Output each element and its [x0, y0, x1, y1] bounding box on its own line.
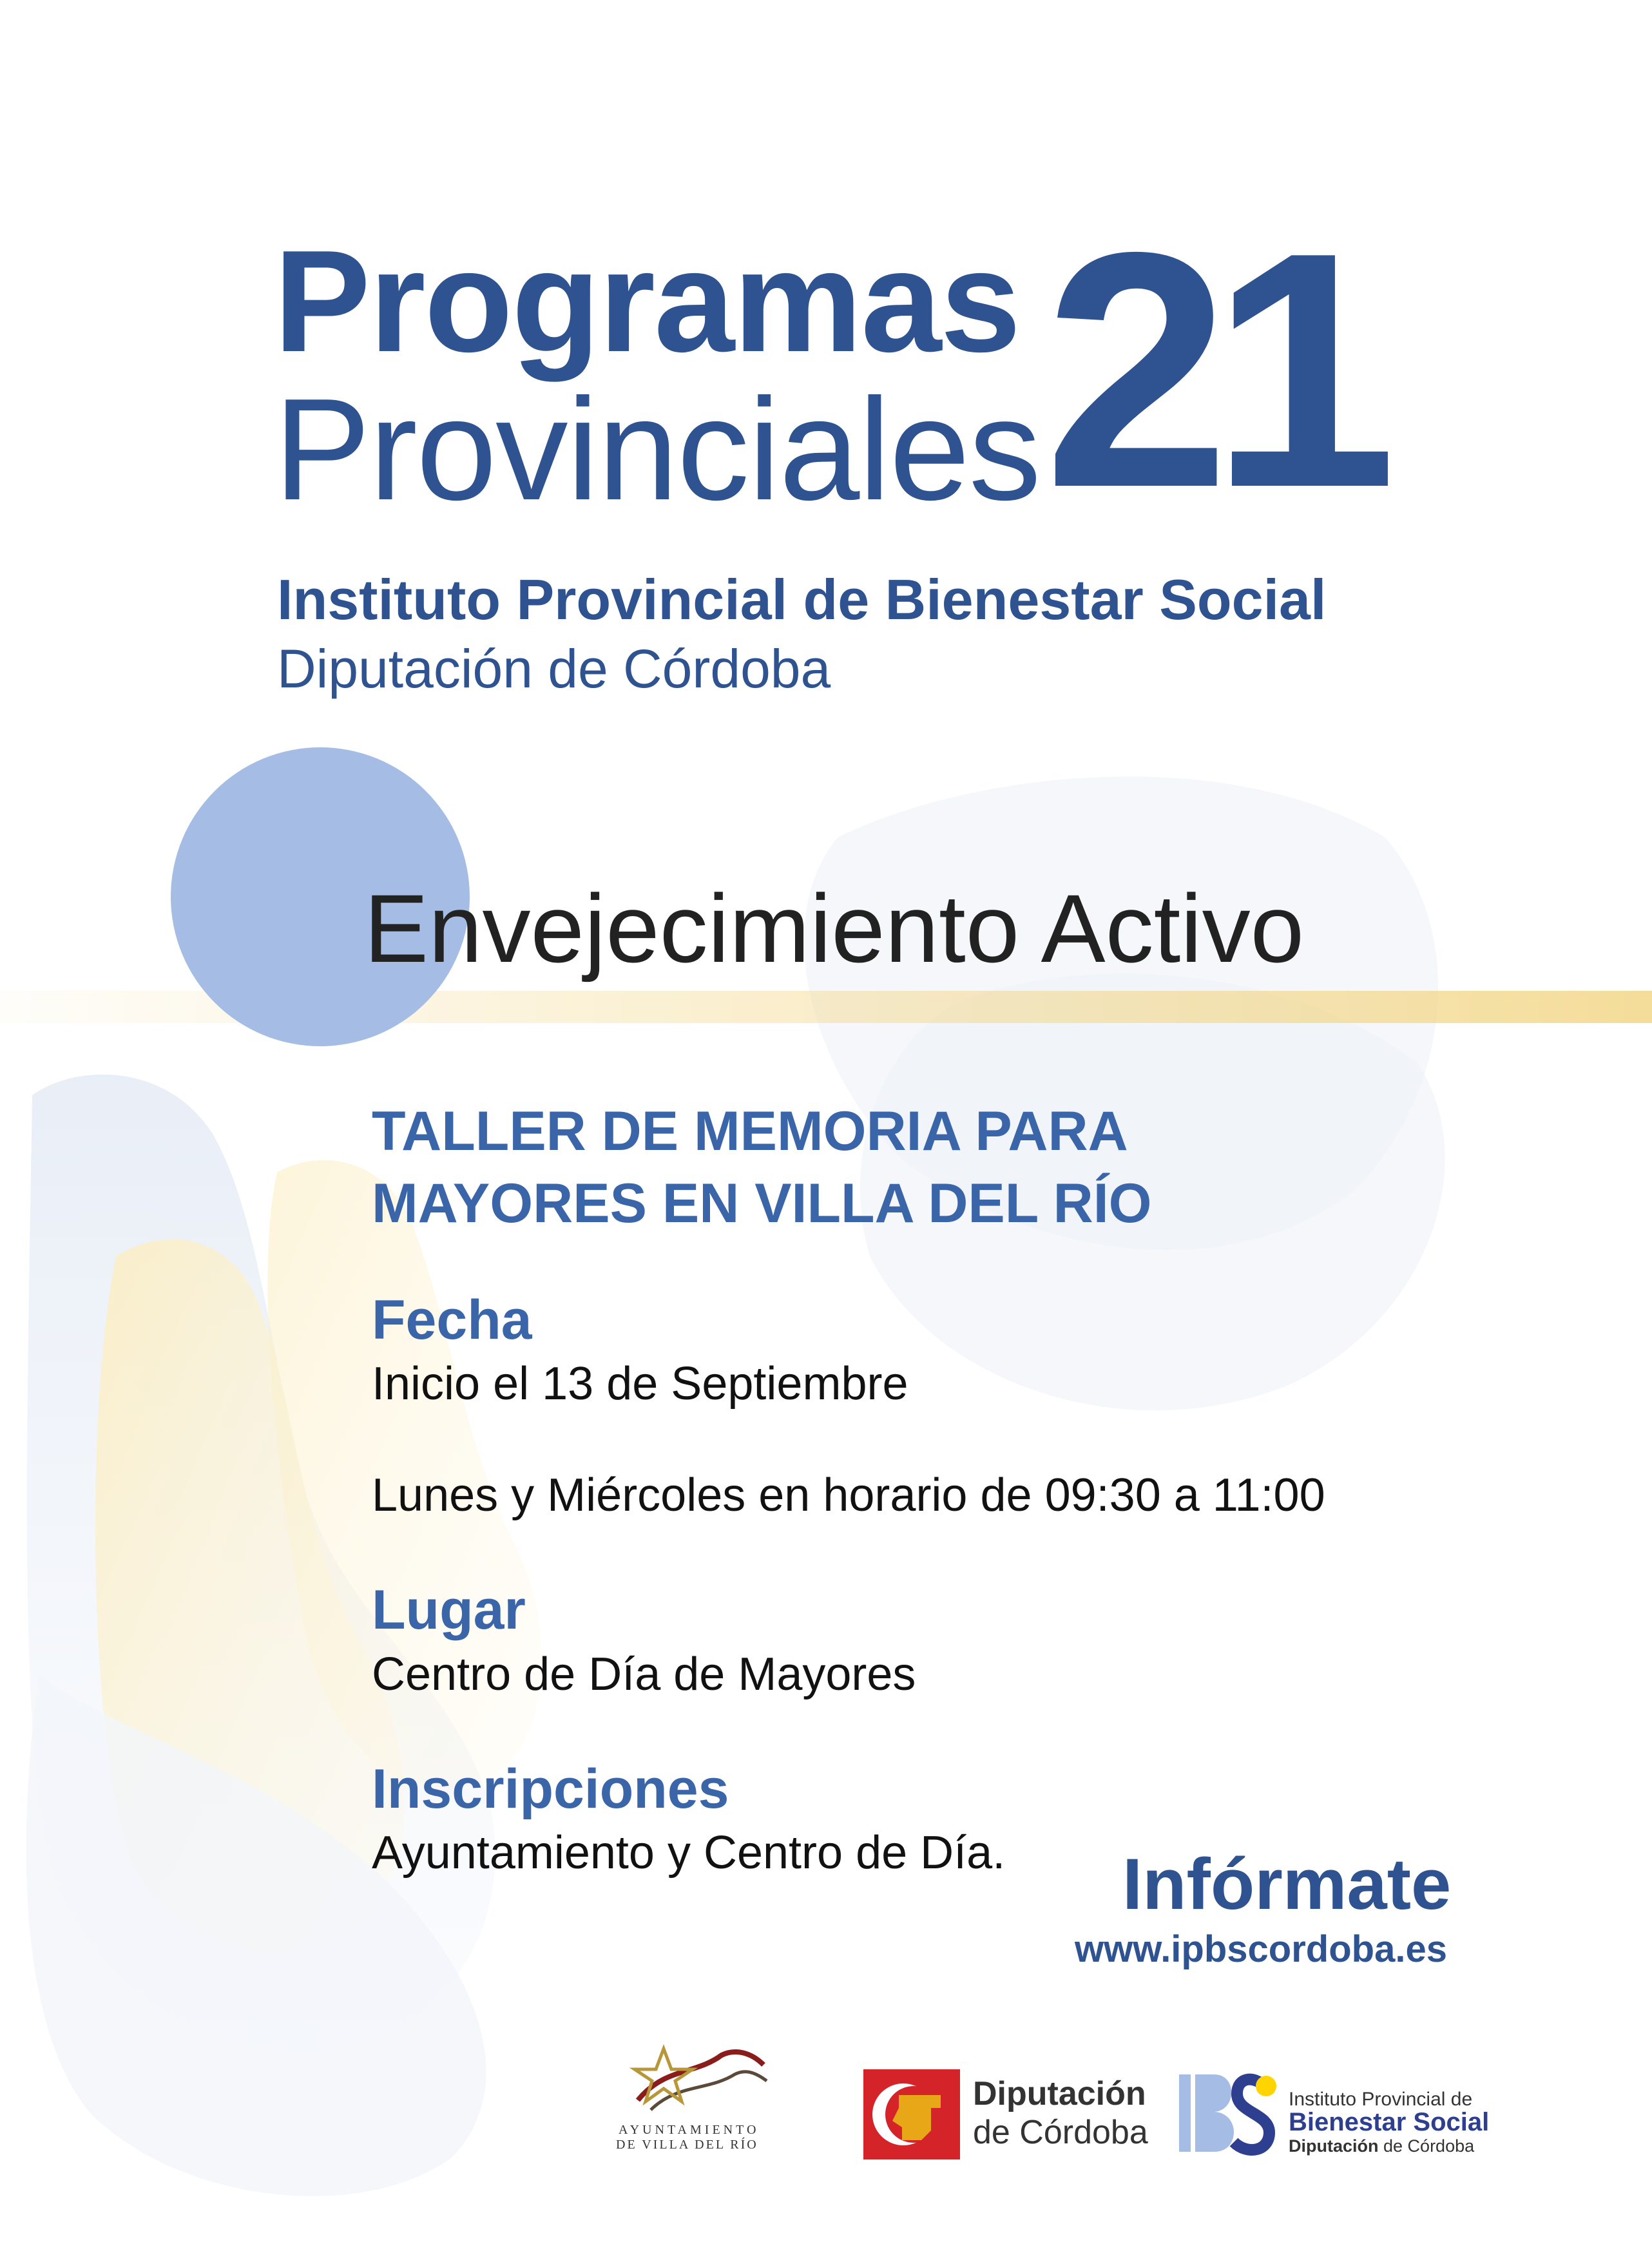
place-heading: Lugar	[372, 1579, 526, 1641]
year-number: 21	[1044, 183, 1378, 557]
villa-del-rio-logo	[612, 2029, 780, 2158]
ipbs-emblem-icon	[1176, 2068, 1279, 2158]
ipbs-logo-line1: Instituto Provincial de	[1289, 2089, 1473, 2110]
date-heading: Fecha	[372, 1289, 532, 1351]
website-link[interactable]: www.ipbscordoba.es	[1075, 1928, 1447, 1970]
ipbs-logo	[1176, 2068, 1490, 2165]
diputacion-shield-icon	[863, 2069, 960, 2159]
registration-text: Ayuntamiento y Centro de Día.	[372, 1827, 1006, 1879]
ipbs-logo-line3-bold: Diputación	[1289, 2136, 1379, 2156]
activity-title-line2: MAYORES EN VILLA DEL RÍO	[372, 1173, 1152, 1234]
activity-title	[372, 1095, 1152, 1240]
title-programas: Programas	[274, 220, 1020, 382]
place-text: Centro de Día de Mayores	[372, 1649, 916, 1700]
organization-name: Instituto Provincial de Bienestar Social	[277, 568, 1327, 631]
villa-logo-line2: DE VILLA DEL RÍO	[616, 2138, 758, 2152]
activity-title-line1: TALLER DE MEMORIA PARA	[372, 1100, 1128, 1162]
villa-del-rio-emblem-icon	[612, 2029, 780, 2120]
diputacion-logo-line1: Diputación	[973, 2075, 1146, 2112]
ipbs-logo-line3-rest: de Córdoba	[1383, 2136, 1475, 2156]
diputacion-logo-line2: de Córdoba	[973, 2114, 1148, 2151]
date-text: Inicio el 13 de Septiembre	[372, 1358, 908, 1410]
diputacion-cordoba-logo	[863, 2069, 1160, 2159]
title-provinciales: Provinciales	[274, 368, 1041, 530]
schedule-text: Lunes y Miércoles en horario de 09:30 a 11:00	[372, 1470, 1325, 1521]
ipbs-logo-line3	[1289, 2136, 1474, 2156]
registration-heading: Inscripciones	[372, 1758, 729, 1820]
program-name: Envejecimiento Activo	[364, 874, 1305, 982]
organization-subtitle: Diputación de Córdoba	[277, 638, 831, 699]
ipbs-logo-line2: Bienestar Social	[1289, 2108, 1490, 2136]
informate-label: Infórmate	[1122, 1844, 1452, 1924]
villa-logo-line1: AYUNTAMIENTO	[619, 2123, 760, 2137]
